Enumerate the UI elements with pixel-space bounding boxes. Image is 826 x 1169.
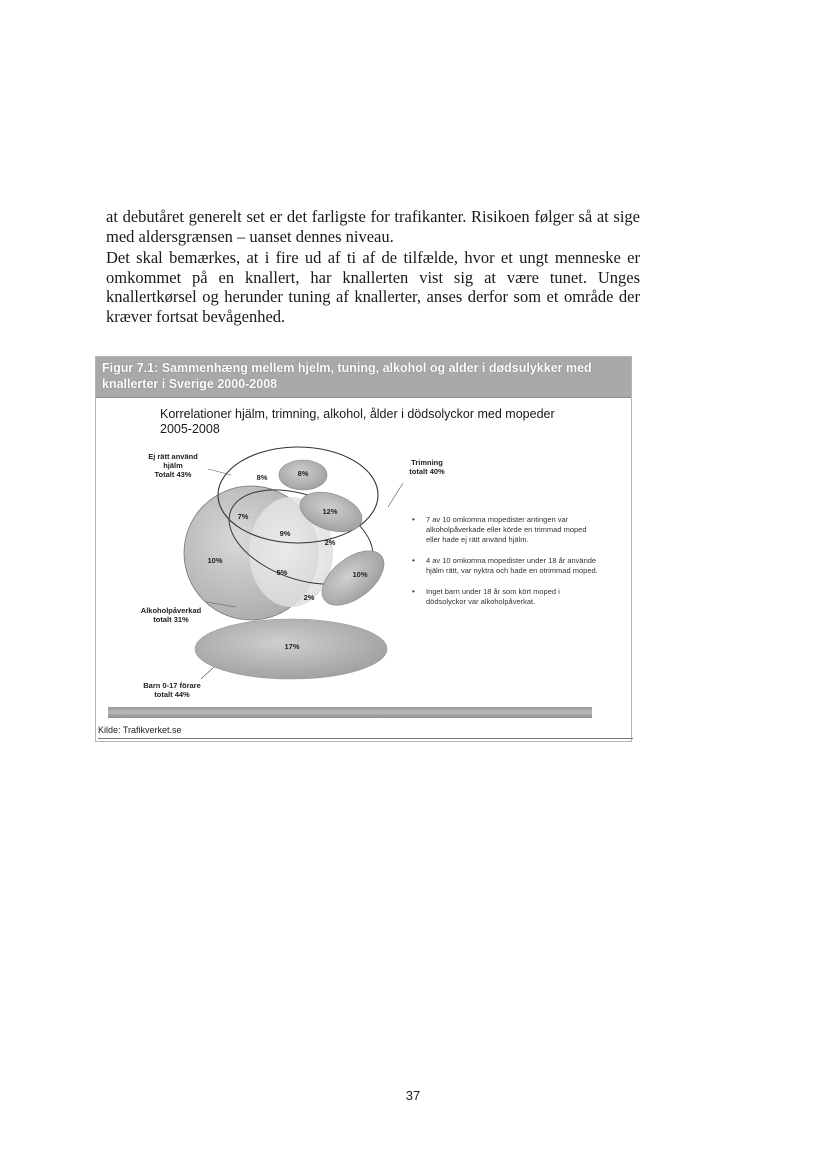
label-alcohol-line-1: Alkoholpåverkad xyxy=(140,606,202,615)
pct-12: 12% xyxy=(322,507,338,516)
leader-trim xyxy=(388,483,403,507)
finding-item-2: • 4 av 10 omkomna mopedister under 18 år använde hjälm rätt, var nyktra och hade en otrimmad moped. xyxy=(408,556,598,576)
label-children-line-1: Barn 0-17 förare xyxy=(143,681,201,690)
label-trimming xyxy=(392,458,462,476)
pct-9: 9% xyxy=(279,529,291,538)
findings-list xyxy=(408,515,598,618)
pct-2-lower: 2% xyxy=(303,593,315,602)
leader-children xyxy=(201,667,214,679)
figure-source: Kilde: Trafikverket.se xyxy=(98,725,182,735)
pct-2-upper: 2% xyxy=(324,538,336,547)
finding-item-3: • Inget barn under 18 år som kört moped i dödsolyckor var alkoholpåverkat. xyxy=(408,587,598,607)
pct-10-left: 10% xyxy=(207,556,223,565)
figure-bottom-bar xyxy=(108,707,592,718)
pct-8-ellipse: 8% xyxy=(297,469,309,478)
label-children xyxy=(132,681,212,699)
figure-7-1 xyxy=(95,356,632,742)
label-helmet-line-3: Totalt 43% xyxy=(154,470,192,479)
label-trimming-line-2: totalt 40% xyxy=(409,467,445,476)
pct-8-left: 8% xyxy=(256,473,268,482)
label-alcohol-line-2: totalt 31% xyxy=(153,615,189,624)
pct-10-right: 10% xyxy=(352,570,368,579)
label-children-line-2: totalt 44% xyxy=(154,690,190,699)
body-paragraph-1: at debutåret generelt set er det farligste for trafikanter. Risikoen følger så at sige med aldersgrænsen – uanset dennes niveau. xyxy=(106,207,640,246)
body-paragraph-2: Det skal bemærkes, at i fire ud af ti af de tilfælde, hvor et ungt menneske er omkommet på en knallert, har knallerten vist sig at være tunet. Unges knallertkørsel og herunder tuning af knallerter, anses derfor som et område der kræver fortsat bevågenhed. xyxy=(106,248,640,326)
label-helmet-line-1: Ej rätt använd xyxy=(148,452,198,461)
figure-divider xyxy=(98,738,633,739)
figure-subtitle-line-1: Korrelationer hjälm, trimning, alkohol, ålder i dödsolyckor med mopeder xyxy=(160,407,555,421)
label-helmet-line-2: hjälm xyxy=(163,461,183,470)
finding-item-1: • 7 av 10 omkomna mopedister antingen var alkoholpåverkade eller körde en trimmad moped eller hade ej rätt använd hjälm. xyxy=(408,515,598,545)
label-helmet xyxy=(138,452,208,479)
label-alcohol xyxy=(131,606,211,624)
pct-7: 7% xyxy=(237,512,249,521)
figure-subtitle-line-2: 2005-2008 xyxy=(160,422,220,436)
pct-17: 17% xyxy=(284,642,300,651)
figure-title: Figur 7.1: Sammenhæng mellem hjelm, tuning, alkohol og alder i dødsulykker med knallerter i Sverige 2000-2008 xyxy=(102,361,592,391)
label-trimming-line-1: Trimning xyxy=(411,458,443,467)
page-number: 37 xyxy=(405,1088,421,1103)
pct-5: 5% xyxy=(276,568,288,577)
